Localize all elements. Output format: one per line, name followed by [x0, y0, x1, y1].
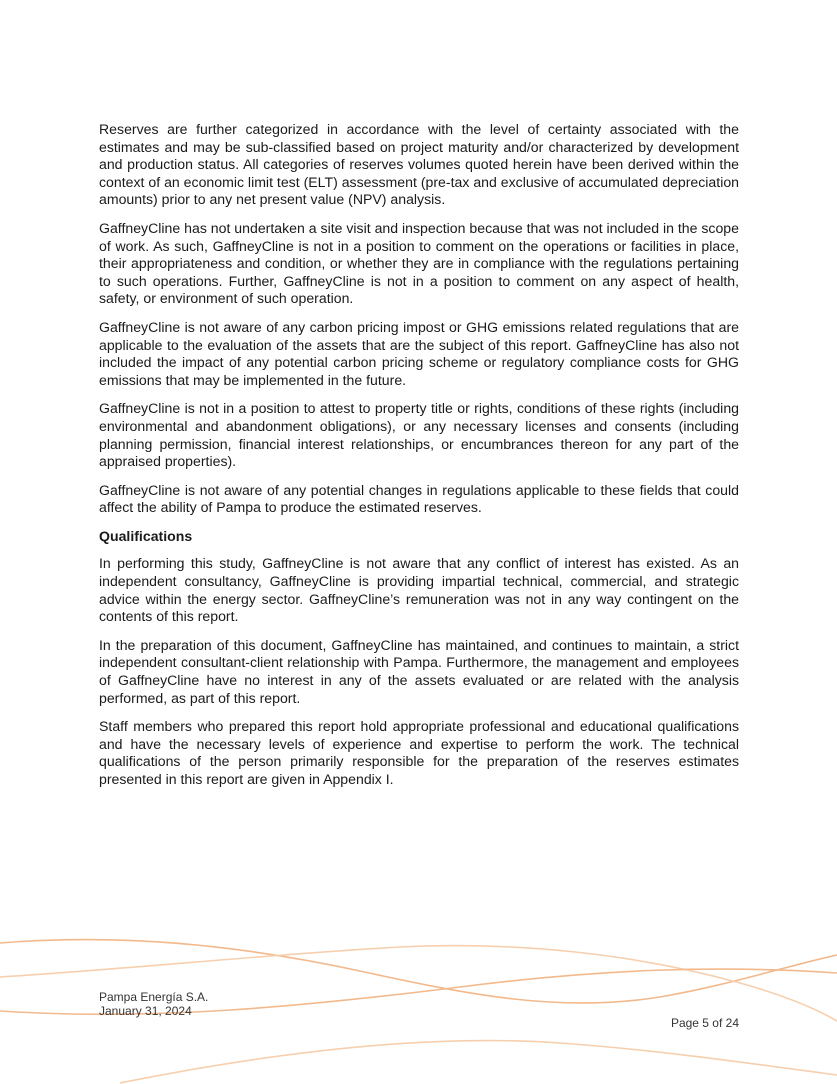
paragraph-independence: In the preparation of this document, GaffneyCline has maintained, and continues to maintain, a strict independent consultant-client relationship with Pampa. Furthermore, the management and employees of GaffneyCline have no interest in any of the assets evaluated or are related with the analysis performed, as part of this report. — [99, 636, 739, 706]
footer-page-number: Page 5 of 24 — [670, 1016, 739, 1030]
wave-line-4 — [120, 1041, 837, 1083]
paragraph-property-title: GaffneyCline is not in a position to attest to property title or rights, conditions of these rights (including environmental and abandonment obligations), or any necessary licenses and consents (including planning permission, financial interest relationships, or encumbrances thereon for any part of the appraised properties). — [99, 400, 739, 470]
paragraph-site-visit: GaffneyCline has not undertaken a site visit and inspection because that was not included in the scope of work. As such, GaffneyCline is not in a position to comment on the operations or facilities in place, their appropriateness and condition, or whether they are in compliance with the regulations pertaining to such operations. Further, GaffneyCline is not in a position to comment on any aspect of health, safety, or environment of such operation. — [99, 219, 739, 307]
footer-date: January 31, 2024 — [99, 1004, 192, 1018]
paragraph-reserves-categorization: Reserves are further categorized in accordance with the level of certainty associated with the estimates and may be sub-classified based on project maturity and/or characterized by development and production status. All categories of reserves volumes quoted herein have been derived within the context of an economic limit test (ELT) assessment (pre-tax and exclusive of accumulated depreciation amounts) prior to any net present value (NPV) analysis. — [99, 121, 739, 208]
footer-company-name: Pampa Energía S.A. — [99, 990, 209, 1004]
paragraph-regulation-changes: GaffneyCline is not aware of any potential changes in regulations applicable to these fields that could affect the ability of Pampa to produce the estimated reserves. — [99, 481, 739, 516]
document-body — [99, 121, 739, 800]
paragraph-staff-qualifications: Staff members who prepared this report hold appropriate professional and educational qualifications and have the necessary levels of experience and expertise to perform the work. The technical qualifications of the person primarily responsible for the preparation of the reserves estimates presented in this report are given in Appendix I. — [99, 718, 739, 787]
paragraph-carbon-pricing: GaffneyCline is not aware of any carbon pricing impost or GHG emissions related regulations that are applicable to the evaluation of the assets that are the subject of this report. GaffneyCline has also not included the impact of any potential carbon pricing scheme or regulatory compliance costs for GHG emissions that may be implemented in the future. — [99, 318, 739, 388]
section-heading-qualifications: Qualifications — [99, 527, 193, 544]
paragraph-conflict-of-interest: In performing this study, GaffneyCline is not aware that any conflict of interest has existed. As an independent consultancy, GaffneyCline is providing impartial technical, commercial, and strategic advice within the energy sector. GaffneyCline’s remuneration was not in any way contingent on the contents of this report. — [99, 555, 739, 625]
footer-company-info — [99, 990, 208, 1018]
